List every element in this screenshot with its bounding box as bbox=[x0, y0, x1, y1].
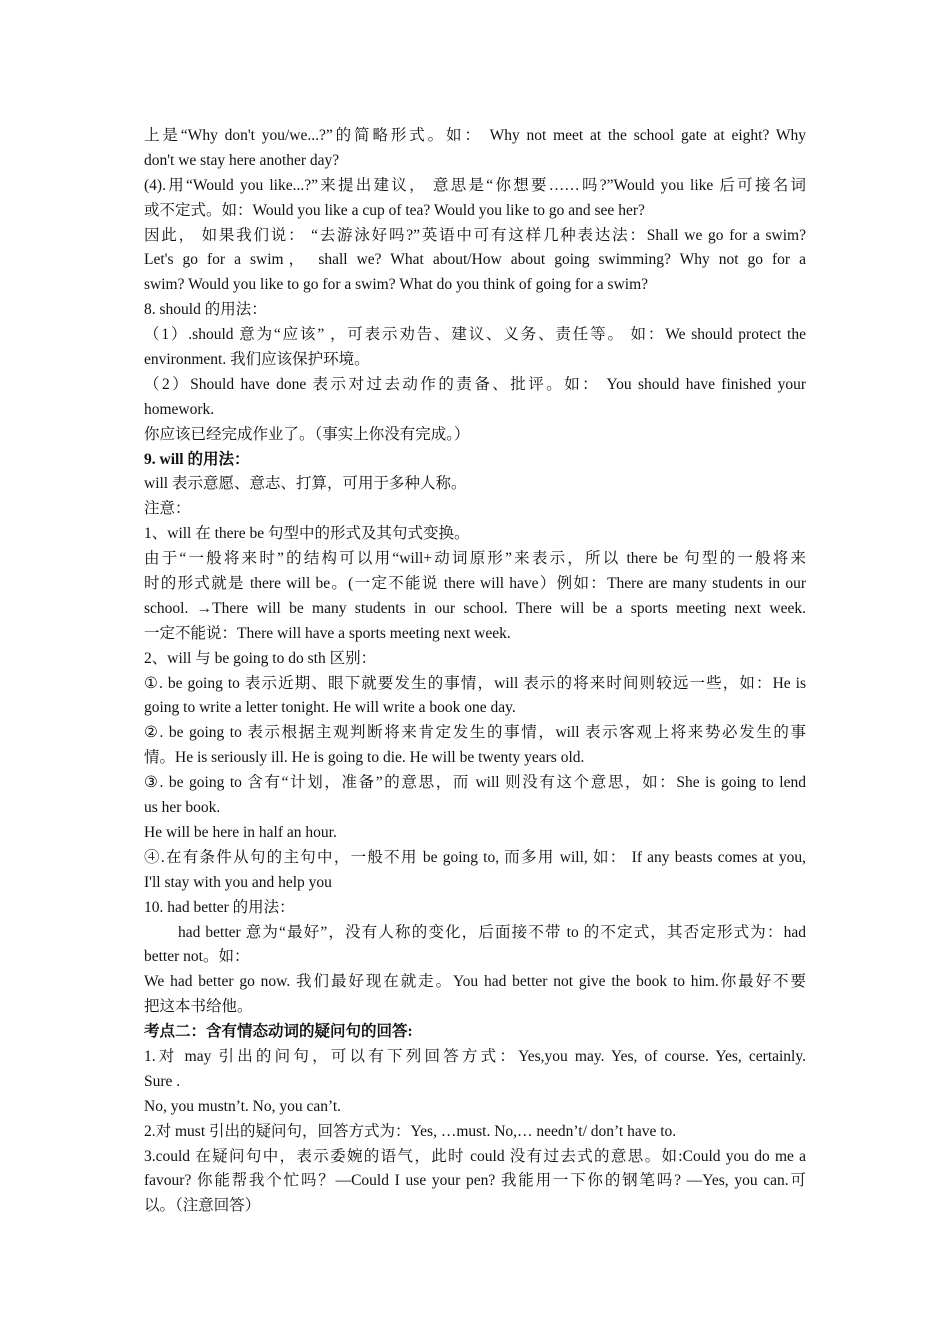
text-line: 2、will 与 be going to do sth 区别： bbox=[144, 649, 377, 667]
text-line: I'll stay with you and help you bbox=[144, 873, 332, 891]
text-line: (4).用“Would you like...?”来提出建议， 意思是“你想要……吗?”Would you like 后可接名词 bbox=[144, 176, 806, 194]
text-line: 8. should 的用法： bbox=[144, 301, 267, 319]
text-line: Sure . bbox=[144, 1072, 181, 1090]
text-line: We had better go now. 我们最好现在就走。You had better not give the book to him.你最好不要 bbox=[144, 973, 806, 991]
text-line: He will be here in half an hour. bbox=[144, 823, 337, 841]
text-line: had better 意为“最好”，没有人称的变化，后面接不带 to 的不定式，其否定形式为：had bbox=[178, 923, 806, 941]
section-heading: 考点二：含有情态动词的疑问句的回答: bbox=[144, 1023, 413, 1041]
text-line: 注意： bbox=[144, 500, 191, 518]
text-line: will 表示意愿、意志、打算，可用于多种人称。 bbox=[144, 475, 467, 493]
text-line: 2.对 must 引出的疑问句，回答方式为：Yes, …must. No,… needn’t/ don’t have to. bbox=[144, 1122, 677, 1140]
text-line: favour? 你能帮我个忙吗？—Could I use your pen? 我能用一下你的钢笔吗? —Yes, you can.可 bbox=[144, 1172, 806, 1190]
text-line: （1）.should 意为“应该” ，可表示劝告、建议、义务、责任等。 如：We should protect the bbox=[144, 326, 806, 344]
text-line: us her book. bbox=[144, 799, 221, 817]
text-line: No, you mustn’t. No, you can’t. bbox=[144, 1097, 342, 1115]
section-heading: 9. will 的用法： bbox=[144, 450, 250, 468]
text-line: going to write a letter tonight. He will write a book one day. bbox=[144, 699, 516, 717]
text-line: 时的形式就是 there will be。(一定不能说 there will have）例如：There are many students in our bbox=[144, 575, 806, 593]
text-line: 一定不能说：There will have a sports meeting next week. bbox=[144, 624, 511, 642]
text-line: 10. had better 的用法： bbox=[144, 898, 295, 916]
document-page bbox=[144, 124, 806, 1219]
text-line: 把这本书给他。 bbox=[144, 998, 253, 1016]
text-line: 因此， 如果我们说： “去游泳好吗?”英语中可有这样几种表达法：Shall we go for a swim? bbox=[144, 226, 806, 244]
text-line: school. →There will be many students in our school. There will be a sports meeting next week. bbox=[144, 599, 806, 617]
text-line: Let's go for a swim， shall we? What about/How about going swimming? Why not go for a bbox=[144, 251, 806, 269]
text-line: 上是“Why don't you/we...?”的简略形式。如： Why not meet at the school gate at eight? Why bbox=[144, 127, 806, 144]
text-line: 情。He is seriously ill. He is going to die. He will be twenty years old. bbox=[144, 749, 585, 767]
text-line: 你应该已经完成作业了。（事实上你没有完成。） bbox=[144, 425, 470, 443]
text-line: 3.could 在疑问句中，表示委婉的语气，此时 could 没有过去式的意思。如:Could you do me a bbox=[144, 1147, 806, 1165]
text-line: 以。（注意回答） bbox=[144, 1197, 261, 1215]
text-line: 由于“一般将来时”的结构可以用“will+动词原形”来表示，所以 there be 句型的一般将来 bbox=[144, 550, 806, 568]
text-line: don't we stay here another day? bbox=[144, 151, 340, 169]
text-line: 或不定式。如：Would you like a cup of tea? Would you like to go and see her? bbox=[144, 201, 645, 219]
text-line: environment. 我们应该保护环境。 bbox=[144, 351, 370, 369]
text-line: better not。如： bbox=[144, 948, 250, 966]
text-line: ①. be going to 表示近期、眼下就要发生的事情，will 表示的将来时间则较远一些，如：He is bbox=[144, 674, 806, 692]
text-line: ④.在有条件从句的主句中，一般不用 be going to, 而多用 will, 如： If any beasts comes at you, bbox=[144, 848, 806, 866]
text-line: （2）Should have done 表示对过去动作的责备、批评。如： You should have finished your bbox=[144, 375, 806, 393]
text-line: ②. be going to 表示根据主观判断将来肯定发生的事情，will 表示客观上将来势必发生的事 bbox=[144, 724, 806, 742]
text-line: ③. be going to 含有“计划，准备”的意思，而 will 则没有这个意思，如：She is going to lend bbox=[144, 774, 806, 792]
text-line: swim? Would you like to go for a swim? What do you think of going for a swim? bbox=[144, 276, 649, 294]
text-line: 1、will 在 there be 句型中的形式及其句式变换。 bbox=[144, 525, 470, 543]
text-line: homework. bbox=[144, 400, 215, 418]
text-line: 1.对 may 引出的问句，可以有下列回答方式：Yes,you may. Yes, of course. Yes, certainly. bbox=[144, 1047, 806, 1065]
